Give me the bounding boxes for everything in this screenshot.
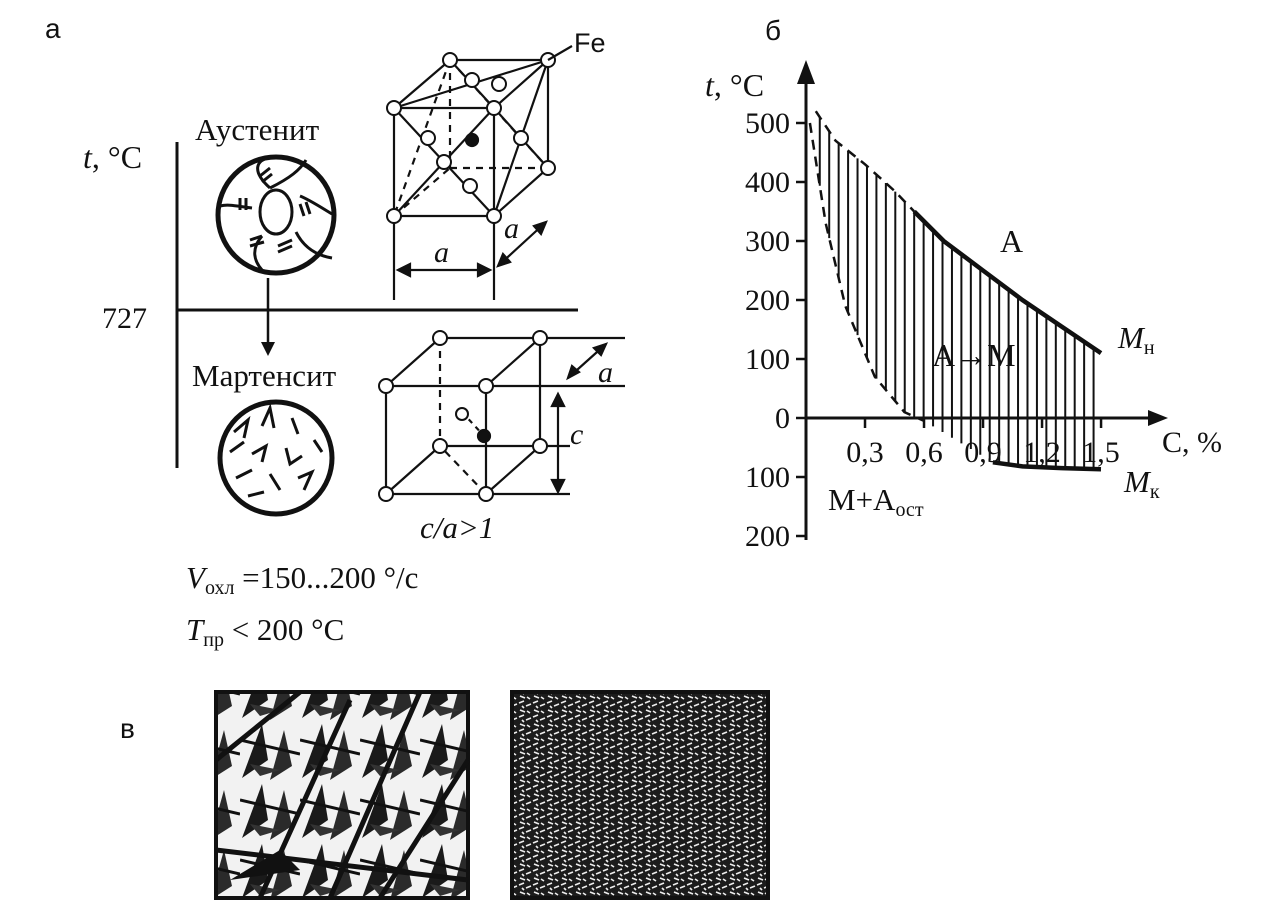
martensite-label: Мартенсит bbox=[192, 358, 337, 393]
x-tick-label: 1,2 bbox=[1023, 436, 1061, 469]
temp-727-label: 727 bbox=[102, 302, 147, 335]
curves bbox=[810, 111, 1101, 469]
austenite-label: Аустенит bbox=[195, 112, 320, 147]
austenite-grain-icon bbox=[218, 157, 334, 273]
martensite-grain-icon bbox=[220, 402, 332, 514]
mn-curve-label: Mн bbox=[1118, 320, 1155, 359]
region-a-label: A bbox=[1000, 223, 1024, 259]
fe-label: Fe bbox=[574, 28, 606, 58]
y-tick-label: 100 bbox=[745, 343, 790, 376]
t-axis-label: t, °C bbox=[83, 139, 143, 175]
lattice-a-label-tetragonal: a bbox=[598, 356, 613, 389]
lattice-a-label-fcc-side: a bbox=[504, 212, 519, 245]
cooling-rate-label: Vохл =150...200 °/с bbox=[186, 560, 419, 599]
x-axis-title: С, % bbox=[1162, 426, 1222, 459]
fcc-lattice-icon bbox=[387, 46, 572, 300]
mk-curve-label: Mк bbox=[1124, 464, 1160, 503]
y-tick-label: 100 bbox=[745, 461, 790, 494]
x-axis-arrow bbox=[1148, 410, 1168, 426]
y-tick-label: 400 bbox=[745, 166, 790, 199]
lattice-c-label: c bbox=[570, 418, 584, 451]
ratio-label: c/a>1 bbox=[420, 510, 495, 545]
panel-b-chart bbox=[705, 60, 1222, 553]
lattice-a-label-fcc-bottom: a bbox=[434, 236, 449, 269]
y-ticks bbox=[745, 107, 806, 553]
transformation-hatch bbox=[820, 117, 1094, 469]
curve-mn-dashed bbox=[816, 111, 914, 211]
temp-limit-label: Tпр < 200 °C bbox=[186, 612, 345, 651]
micrograph-coarse-martensite bbox=[216, 692, 468, 898]
y-tick-label: 200 bbox=[745, 520, 790, 553]
x-ticks bbox=[846, 418, 1120, 469]
transformation-arrow-head bbox=[261, 342, 275, 356]
panel-label-c: в bbox=[120, 713, 135, 744]
panel-a bbox=[83, 28, 625, 651]
panel-label-a: а bbox=[45, 13, 61, 44]
tetragonal-lattice-icon bbox=[379, 331, 625, 501]
panel-label-b: б bbox=[765, 15, 782, 46]
y-tick-label: 500 bbox=[745, 107, 790, 140]
y-tick-label: 200 bbox=[745, 284, 790, 317]
y-axis-title: t, °C bbox=[705, 67, 765, 103]
y-axis-arrow bbox=[797, 60, 815, 84]
micrograph-fine-martensite bbox=[512, 692, 768, 898]
region-a-to-m-label: A→M bbox=[932, 337, 1016, 373]
x-tick-label: 1,5 bbox=[1082, 436, 1120, 469]
x-tick-label: 0,3 bbox=[846, 436, 884, 469]
x-tick-label: 0,6 bbox=[905, 436, 943, 469]
region-m-aost-label: M+Aост bbox=[828, 482, 924, 521]
x-tick-label: 0,9 bbox=[964, 436, 1002, 469]
y-tick-label: 300 bbox=[745, 225, 790, 258]
y-tick-label: 0 bbox=[775, 402, 790, 435]
